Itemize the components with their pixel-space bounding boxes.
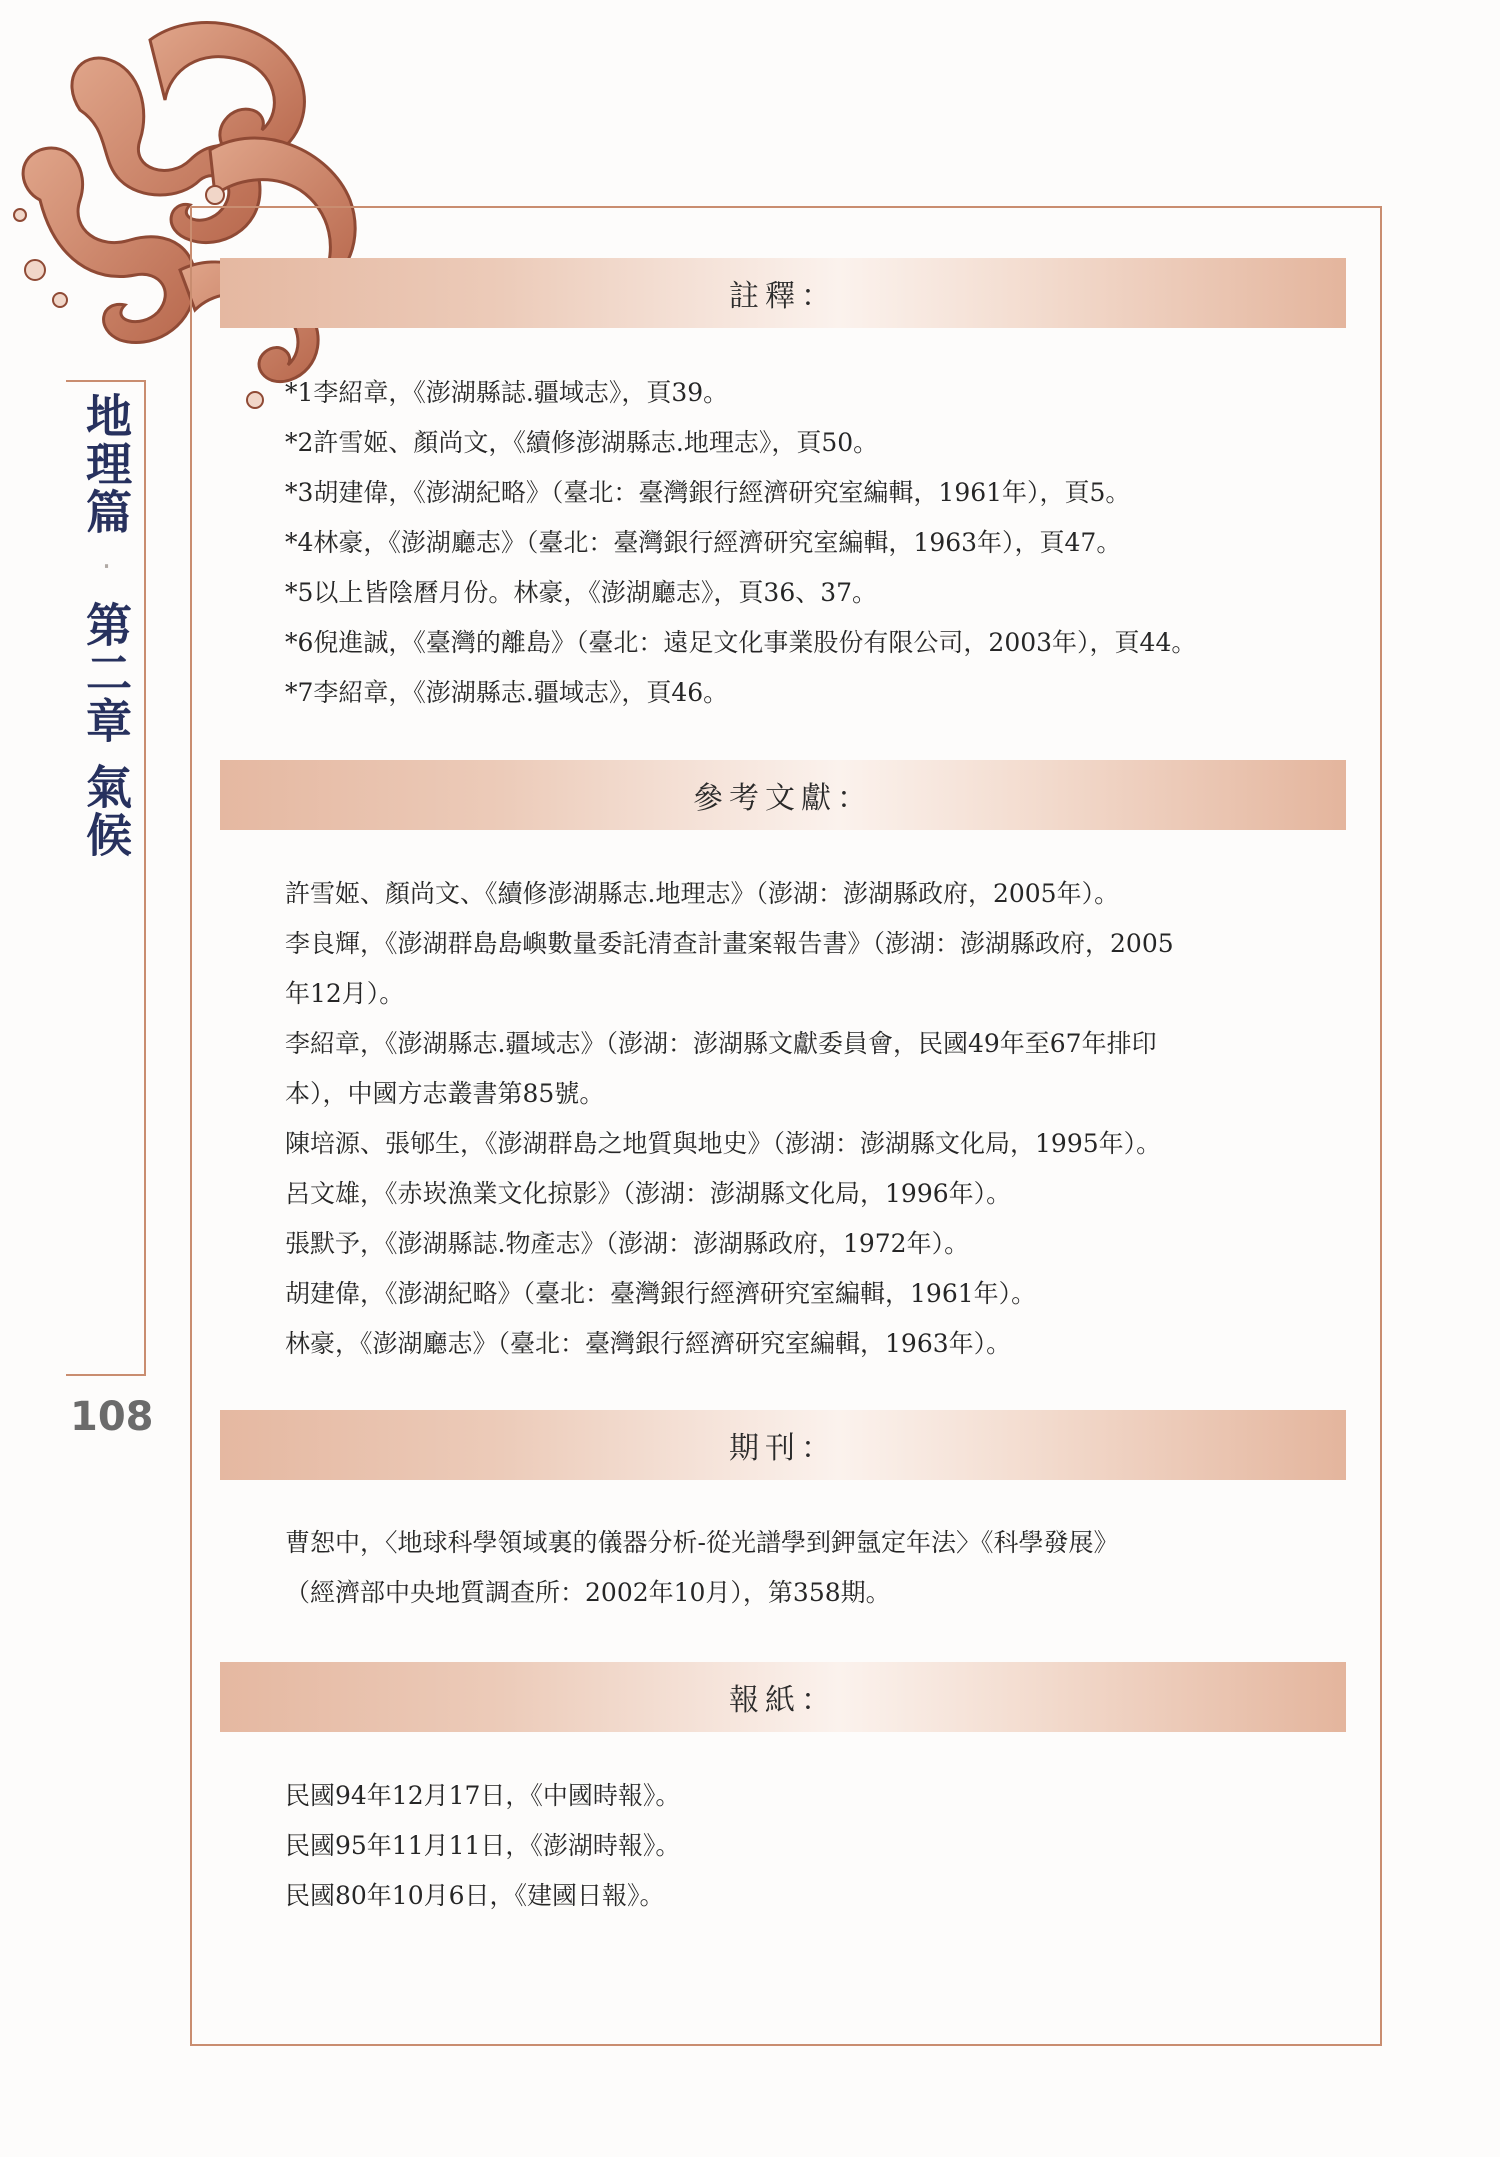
- reference-line: 李紹章，《澎湖縣志.疆域志》（澎湖：澎湖縣文獻委員會，民國49年至67年排印: [285, 1029, 1157, 1058]
- note-item: *7李紹章，《澎湖縣志.疆域志》，頁46。: [285, 678, 729, 707]
- newspaper-line: 民國95年11月11日，《澎湖時報》。: [285, 1831, 681, 1860]
- reference-line: 林豪，《澎湖廳志》（臺北：臺灣銀行經濟研究室編輯，1963年）。: [285, 1329, 1012, 1358]
- reference-line: 許雪姬、顏尚文、《續修澎湖縣志.地理志》（澎湖：澎湖縣政府，2005年）。: [285, 879, 1120, 908]
- topic-label: 氣候: [79, 763, 133, 859]
- reference-line: 李良輝，《澎湖群島島嶼數量委託清查計畫案報告書》（澎湖：澎湖縣政府，2005: [285, 929, 1174, 958]
- newspapers-header: [220, 1662, 1346, 1732]
- note-item: *6倪進誠，《臺灣的離島》（臺北：遠足文化事業股份有限公司，2003年），頁44。: [285, 628, 1197, 657]
- newspaper-line: 民國80年10月6日，《建國日報》。: [285, 1881, 665, 1910]
- notes-header: [220, 258, 1346, 328]
- chapter-label: 第二章: [79, 601, 133, 745]
- note-item: *5以上皆陰曆月份。林豪，《澎湖廳志》，頁36、37。: [285, 578, 878, 607]
- chapter-tab-label: [74, 392, 138, 859]
- newspapers-list: [285, 1771, 1345, 1921]
- references-list: [285, 869, 1345, 1369]
- reference-line: 呂文雄，《赤崁漁業文化掠影》（澎湖：澎湖縣文化局，1996年）。: [285, 1179, 1012, 1208]
- note-item: *1李紹章，《澎湖縣誌.疆域志》，頁39。: [285, 378, 729, 407]
- note-item: *3胡建偉，《澎湖紀略》（臺北：臺灣銀行經濟研究室編輯，1961年），頁5。: [285, 478, 1131, 507]
- journals-title: 期刊：: [729, 1431, 837, 1466]
- reference-line: 本），中國方志叢書第85號。: [285, 1079, 605, 1108]
- references-title: 參考文獻：: [693, 781, 873, 816]
- note-item: *4林豪，《澎湖廳志》（臺北：臺灣銀行經濟研究室編輯，1963年），頁47。: [285, 528, 1122, 557]
- journal-line: （經濟部中央地質調查所：2002年10月），第358期。: [285, 1578, 891, 1607]
- note-item: *2許雪姬、顏尚文，《續修澎湖縣志.地理志》，頁50。: [285, 428, 879, 457]
- notes-title: 註釋：: [729, 279, 837, 314]
- tab-separator: ‧: [89, 550, 124, 587]
- journals-header: [220, 1410, 1346, 1480]
- reference-line: 胡建偉，《澎湖紀略》（臺北：臺灣銀行經濟研究室編輯，1961年）。: [285, 1279, 1037, 1308]
- notes-list: [285, 368, 1345, 718]
- part-label: 地理篇: [79, 392, 133, 536]
- journals-list: [285, 1518, 1345, 1618]
- references-header: [220, 760, 1346, 830]
- newspapers-title: 報紙：: [729, 1683, 837, 1718]
- reference-line: 陳培源、張郇生，《澎湖群島之地質與地史》（澎湖：澎湖縣文化局，1995年）。: [285, 1129, 1162, 1158]
- reference-line: 年12月）。: [285, 979, 405, 1008]
- reference-line: 張默予，《澎湖縣誌.物產志》（澎湖：澎湖縣政府，1972年）。: [285, 1229, 970, 1258]
- page-number: 108: [70, 1394, 154, 1440]
- journal-line: 曹恕中，〈地球科學領域裏的儀器分析-從光譜學到鉀氬定年法〉《科學發展》: [285, 1528, 1119, 1557]
- newspaper-line: 民國94年12月17日，《中國時報》。: [285, 1781, 681, 1810]
